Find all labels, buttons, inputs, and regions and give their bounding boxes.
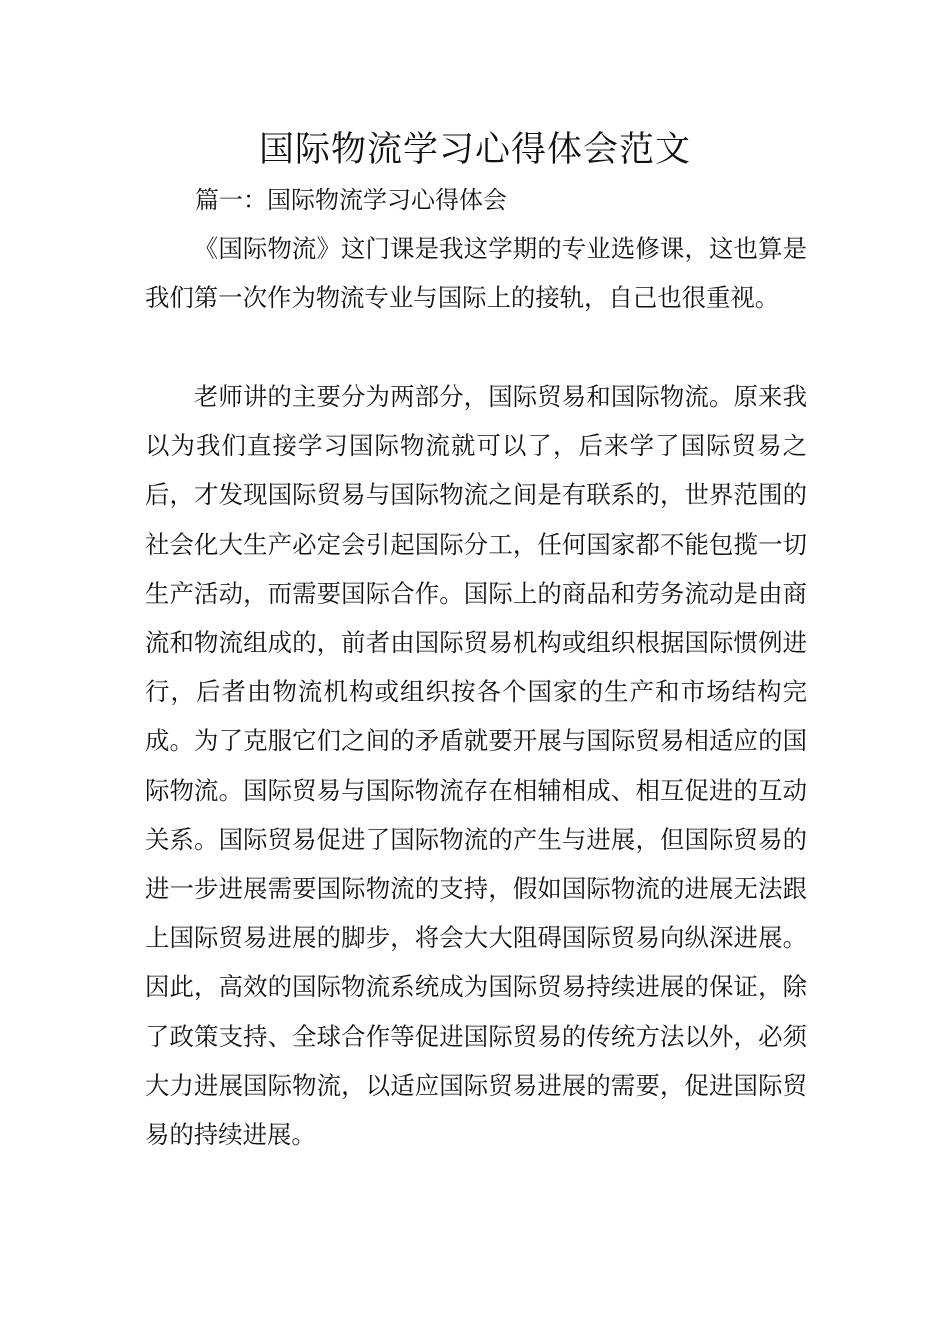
body-paragraph-2: 老师讲的主要分为两部分，国际贸易和国际物流。原来我以为我们直接学习国际物流就可以了，后来学了国际贸易之后，才发现国际贸易与国际物流之间是有联系的，世界范围的社会化大生产必定会引起国际分工，任何国家都不能包揽一切生产活动，而需要国际合作。国际上的商品和劳务流动是由商流和物流组成的，前者由国际贸易机构或组织根据国际惯例进行，后者由物流机构或组织按各个国家的生产和市场结构完成。为了克服它们之间的矛盾就要开展与国际贸易相适应的国际物流。国际贸易与国际物流存在相辅相成、相互促进的互动关系。国际贸易促进了国际物流的产生与进展，但国际贸易的进一步进展需要国际物流的支持，假如国际物流的进展无法跟上国际贸易进展的脚步，将会大大阻碍国际贸易向纵深进展。因此，高效的国际物流系统成为国际贸易持续进展的保证，除了政策支持、全球合作等促进国际贸易的传统方法以外，必须大力进展国际物流，以适应国际贸易进展的需要，促进国际贸易的持续进展。 [145,382,807,1150]
document-title: 国际物流学习心得体会范文 [258,130,691,170]
section-heading: 篇一：国际物流学习心得体会 [195,186,507,214]
body-paragraph-1: 《国际物流》这门课是我这学期的专业选修课，这也算是我们第一次作为物流专业与国际上的接轨，自己也很重视。 [145,234,807,313]
